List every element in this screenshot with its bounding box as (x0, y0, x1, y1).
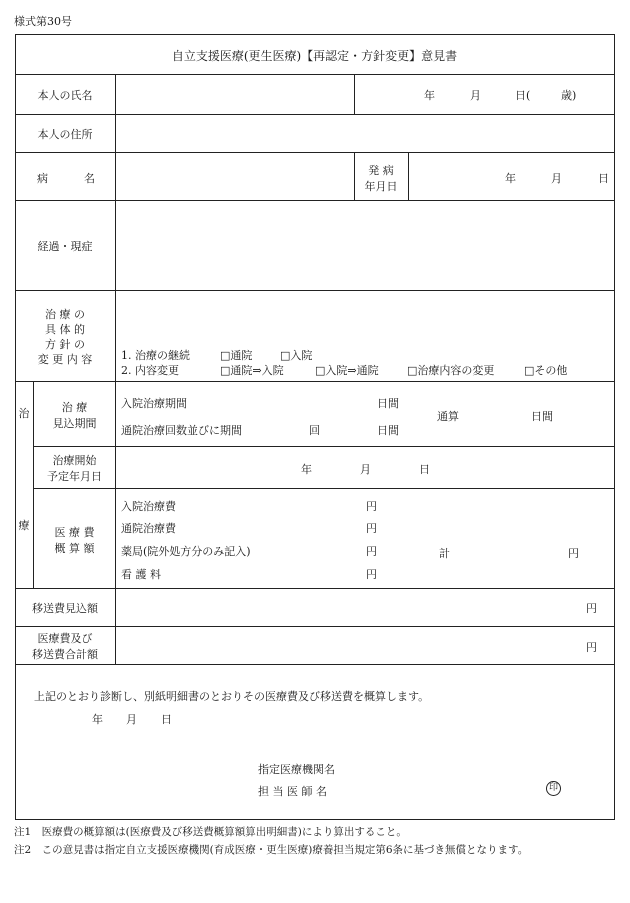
divider (408, 152, 409, 200)
option-treatment-change-checkbox[interactable]: □治療内容の変更 (407, 364, 495, 377)
divider (33, 446, 614, 447)
policy-line2-prefix: 2. 内容変更 (121, 364, 179, 377)
cost-item-name: 薬局(院外処方分のみ記入) (121, 545, 251, 558)
declaration-year: 年 (92, 713, 103, 726)
divider (15, 74, 614, 75)
cost-label-2: 概 算 額 (54, 542, 95, 555)
birth-day-label: 日( (515, 89, 531, 102)
disease-label-1: 病 (37, 172, 48, 185)
name-field[interactable] (120, 77, 350, 111)
birth-month-label: 月 (470, 89, 481, 102)
outpatient-period-label: 通院治療回数並びに期間 (121, 424, 242, 437)
divider (33, 488, 614, 489)
onset-month-label: 月 (551, 172, 562, 185)
form-title: 自立支援医療(更生医療)【再認定・方針変更】意見書 (171, 49, 458, 63)
address-field[interactable] (120, 117, 610, 149)
period-label-2: 見込期間 (52, 417, 97, 430)
cost-total-label: 計 (439, 547, 450, 560)
treatment-side-label-bottom: 療 (18, 519, 30, 532)
institution-label: 指定医療機関名 (258, 763, 335, 776)
history-label: 経過・現症 (37, 240, 93, 253)
divider (15, 588, 614, 589)
divider (15, 290, 614, 291)
note: 注1 医療費の概算額は(医療費及び移送費概算額算出明細書)により算出すること。 (14, 826, 407, 838)
start-year-label: 年 (301, 463, 312, 476)
divider (15, 152, 614, 153)
divider (15, 381, 614, 382)
start-day-label: 日 (419, 463, 430, 476)
policy-label-line: 具 体 的 (45, 323, 85, 336)
form-number: 様式第30号 (14, 15, 72, 28)
divider (15, 114, 614, 115)
cost-total-unit: 円 (568, 547, 579, 560)
divider (354, 74, 355, 114)
transport-label: 移送費見込額 (32, 602, 98, 615)
note: 注2 この意見書は指定自立支援医療機関(育成医療・更生医療)療養担当規定第6条に基づき無償となります。 (14, 844, 529, 856)
cost-item-name: 入院治療費 (121, 500, 176, 513)
seal-icon: 印 (546, 781, 561, 796)
cost-item-unit: 円 (366, 545, 377, 558)
start-label-1: 治療開始 (52, 454, 97, 467)
declaration-day: 日 (161, 713, 172, 726)
onset-year-label: 年 (505, 172, 516, 185)
cost-item-unit: 円 (366, 568, 377, 581)
onset-label-2: 年月日 (364, 180, 398, 193)
onset-day-label: 日 (598, 172, 609, 185)
inpatient-days-unit: 日間 (377, 397, 399, 410)
divider (15, 664, 614, 665)
cost-item-unit: 円 (366, 500, 377, 513)
declaration-text: 上記のとおり診断し、別紙明細書のとおりその医療費及び移送費を概算します。 (34, 690, 430, 703)
inpatient-period-label: 入院治療期間 (121, 397, 187, 410)
birth-year-label: 年 (424, 89, 435, 102)
declaration-month: 月 (126, 713, 137, 726)
sum-label-2: 移送費合計額 (32, 648, 98, 661)
cost-item-unit: 円 (366, 522, 377, 535)
option-in-to-out-checkbox[interactable]: □入院⇒通院 (315, 364, 379, 377)
transport-unit: 円 (586, 602, 597, 615)
option-out-to-in-checkbox[interactable]: □通院⇒入院 (220, 364, 284, 377)
name-label: 本人の氏名 (37, 89, 93, 102)
sum-label-1: 医療費及び (37, 632, 93, 645)
policy-line1-prefix: 1. 治療の継続 (121, 349, 190, 362)
start-label-2: 予定年月日 (47, 470, 102, 483)
policy-label-line: 治 療 の (45, 308, 85, 321)
option-outpatient-checkbox[interactable]: □通院 (220, 349, 253, 362)
disease-field[interactable] (120, 155, 350, 197)
sum-unit: 円 (586, 641, 597, 654)
policy-label-line: 方 針 の (45, 338, 85, 351)
doctor-label: 担 当 医 師 名 (258, 785, 327, 798)
outpatient-days-unit: 日間 (377, 424, 399, 437)
disease-label-2: 名 (84, 172, 95, 185)
period-label-1: 治 療 (61, 401, 88, 414)
onset-label-1: 発 病 (368, 164, 394, 177)
policy-label-line: 変 更 内 容 (37, 353, 93, 366)
option-other-checkbox[interactable]: □その他 (524, 364, 568, 377)
cost-label-1: 医 療 費 (54, 526, 95, 539)
history-field[interactable] (120, 204, 610, 286)
total-days-unit: 日間 (531, 410, 553, 423)
option-inpatient-checkbox[interactable]: □入院 (280, 349, 313, 362)
start-month-label: 月 (360, 463, 371, 476)
treatment-side-label-top: 治 (18, 407, 30, 420)
divider (15, 200, 614, 201)
outpatient-times-unit: 回 (309, 424, 320, 437)
address-label: 本人の住所 (37, 128, 93, 141)
total-period-label: 通算 (437, 410, 459, 423)
cost-item-name: 看 護 料 (121, 568, 161, 581)
divider (115, 74, 116, 664)
policy-label (15, 307, 115, 367)
cost-item-name: 通院治療費 (121, 522, 176, 535)
age-label: 歳) (561, 89, 577, 102)
divider (15, 626, 614, 627)
